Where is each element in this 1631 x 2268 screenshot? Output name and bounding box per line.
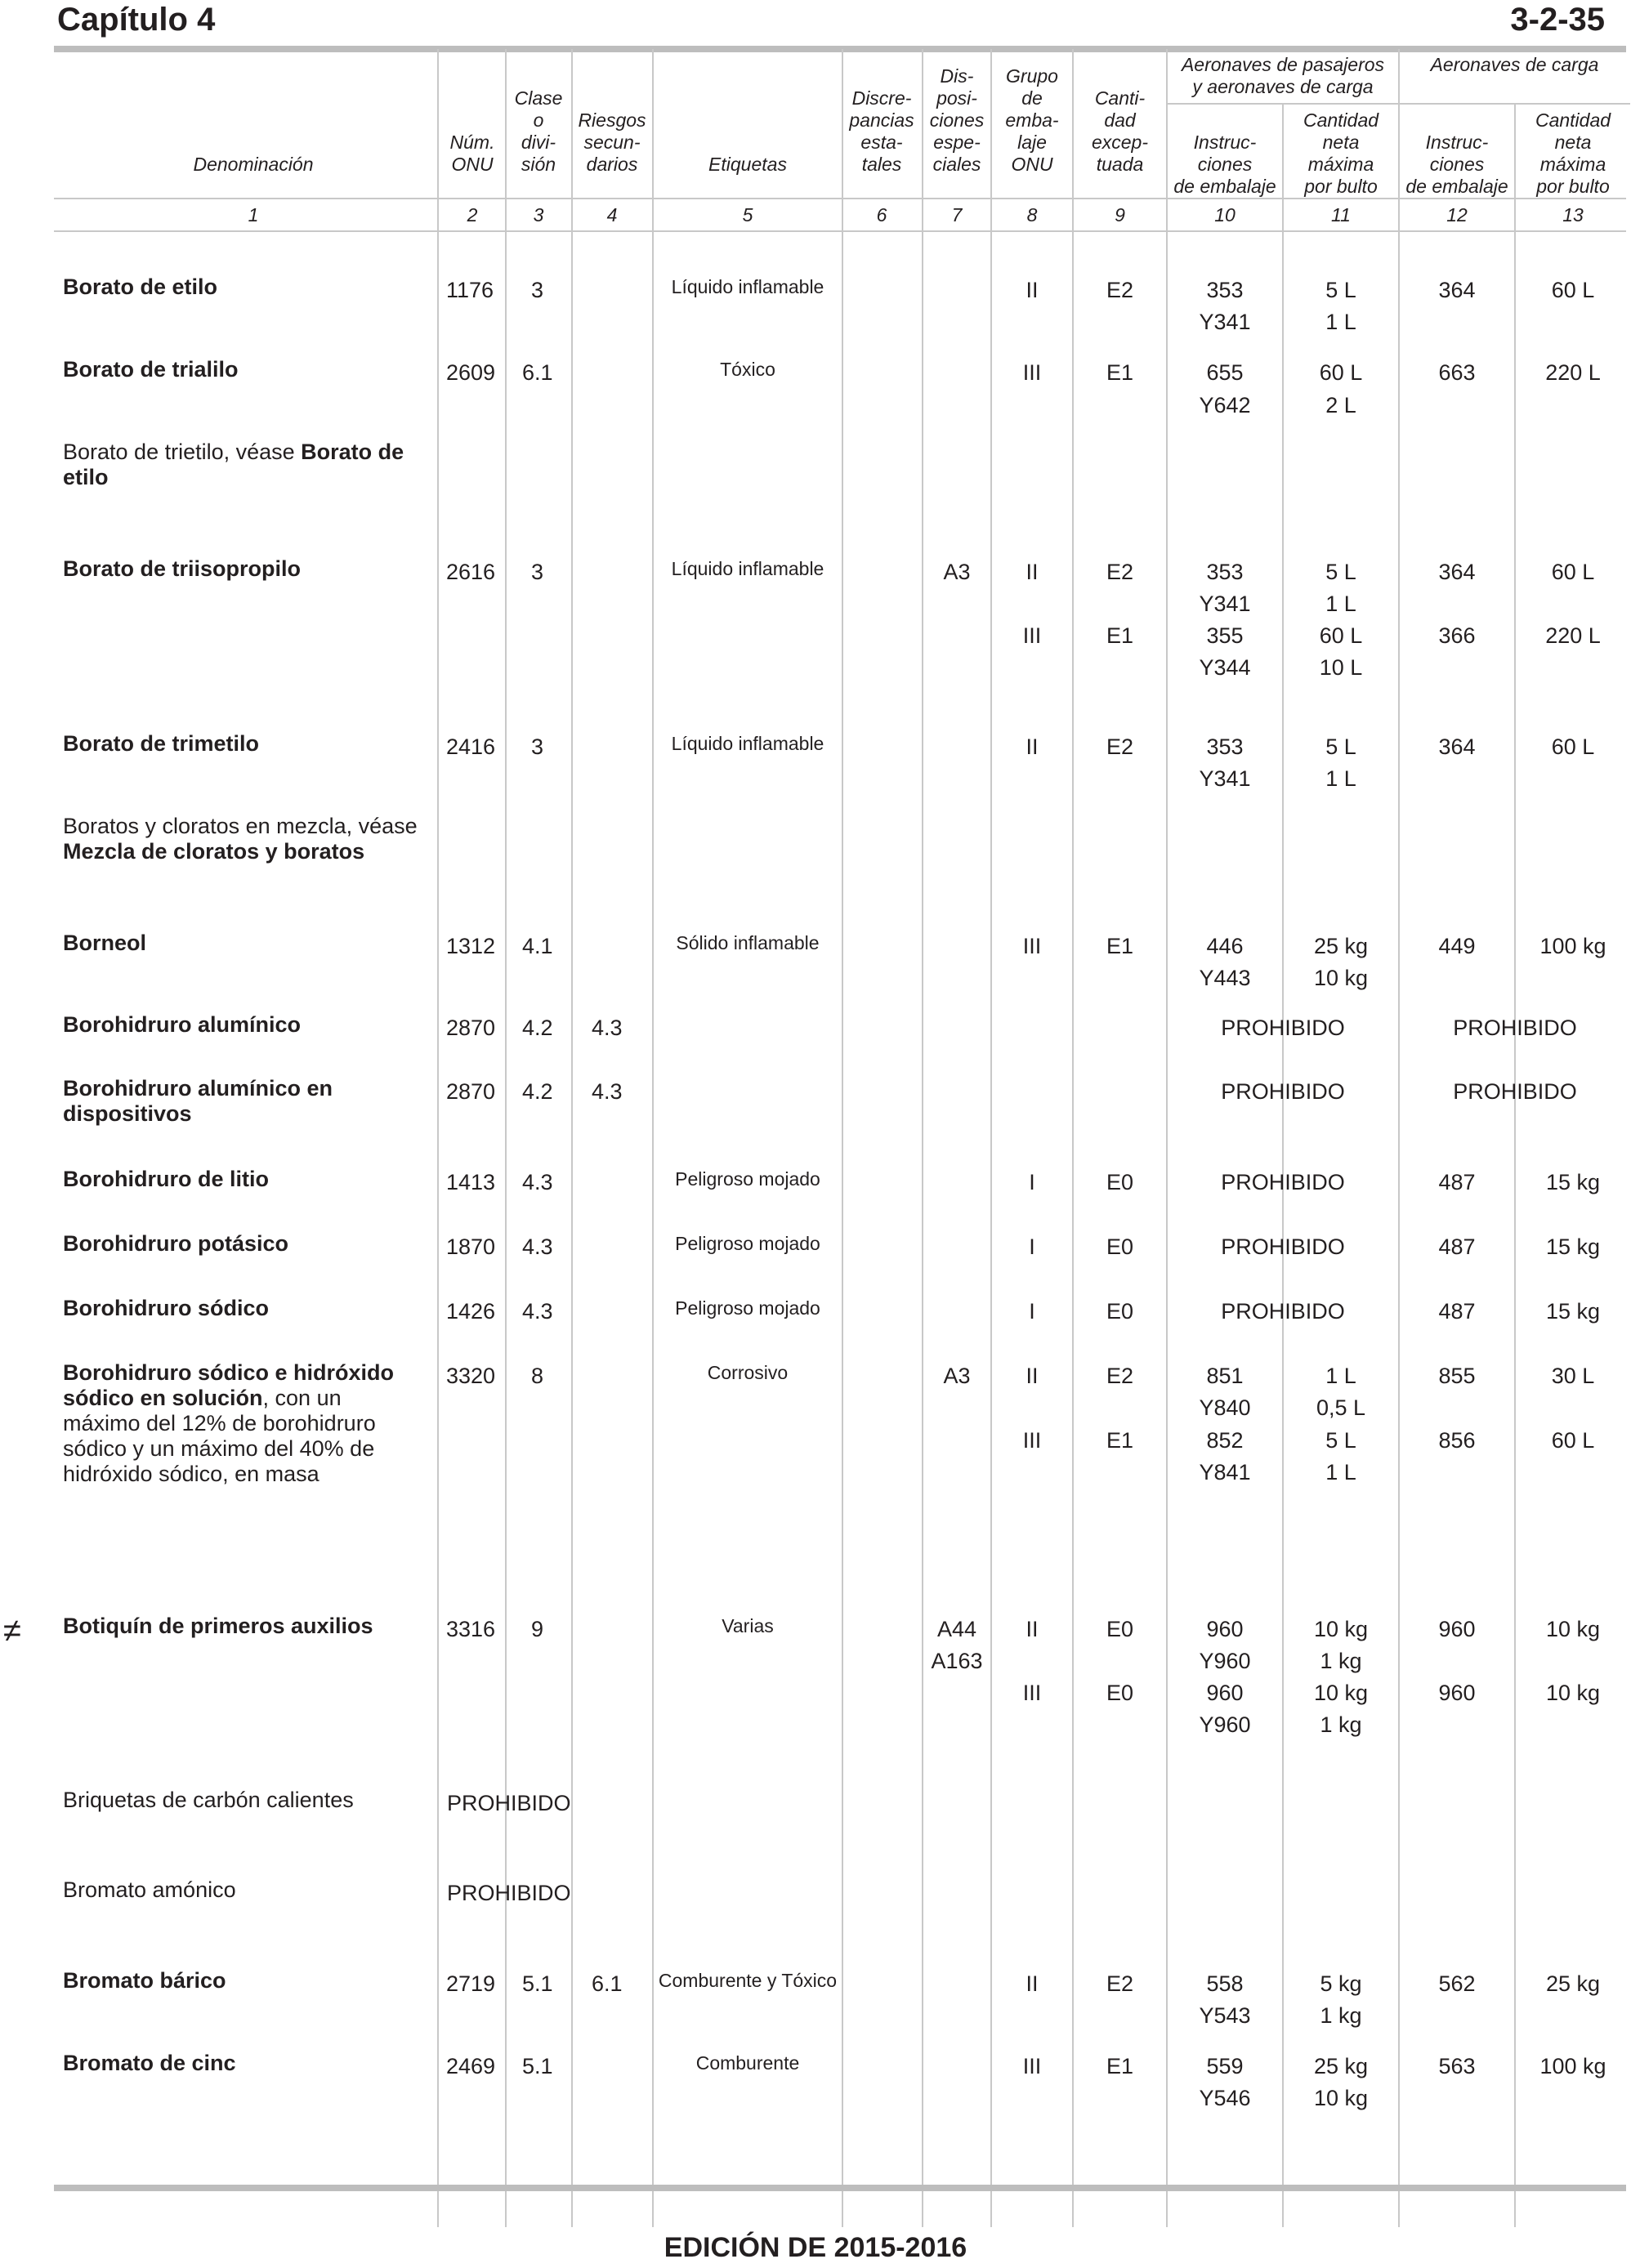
un-number: 2719 bbox=[446, 1971, 496, 1996]
class-division: 5.1 bbox=[522, 1971, 553, 1996]
cargo-max-quantity: 30 L bbox=[1551, 1364, 1595, 1388]
class-division: 4.1 bbox=[522, 934, 553, 958]
excepted-quantity: E1 bbox=[1106, 2054, 1134, 2078]
row-name: Borato de triisopropilo bbox=[63, 556, 302, 581]
cargo-packing-instruction: 855 bbox=[1438, 1364, 1476, 1388]
un-number: 1176 bbox=[446, 278, 494, 302]
special-provision: A3 bbox=[943, 560, 971, 584]
excepted-quantity: E1 bbox=[1106, 934, 1134, 958]
pax-max-quantity: 5 L bbox=[1325, 1428, 1356, 1453]
excepted-quantity: E2 bbox=[1106, 560, 1134, 584]
column-line bbox=[1282, 103, 1284, 2227]
ltd-packing-instruction: Y341 bbox=[1199, 766, 1251, 791]
header-aeronaves-pasajeros: Aeronaves de pasajeros y aeronaves de carga bbox=[1181, 54, 1385, 97]
column-number: 2 bbox=[467, 204, 478, 225]
pax-max-quantity: 25 kg bbox=[1313, 934, 1369, 958]
cargo-packing-instruction: 856 bbox=[1438, 1428, 1476, 1453]
un-number: 1312 bbox=[446, 934, 496, 958]
column-line bbox=[437, 49, 439, 2227]
class-division: 6.1 bbox=[522, 360, 553, 385]
excepted-quantity: E0 bbox=[1106, 1170, 1134, 1194]
pax-packing-instruction: 353 bbox=[1206, 278, 1244, 302]
ltd-packing-instruction: Y341 bbox=[1199, 310, 1251, 334]
prohibited-pax: PROHIBIDO bbox=[1221, 1299, 1345, 1324]
class-division: 4.2 bbox=[522, 1079, 553, 1104]
label-text: Peligroso mojado bbox=[675, 1168, 820, 1190]
cargo-packing-instruction: 366 bbox=[1438, 623, 1476, 648]
cargo-max-quantity: 10 kg bbox=[1545, 1617, 1601, 1641]
excepted-quantity: E0 bbox=[1106, 1299, 1134, 1324]
special-provision: A44 bbox=[936, 1617, 977, 1641]
ltd-packing-instruction: Y443 bbox=[1199, 966, 1251, 990]
column-number-divider bbox=[54, 230, 1626, 232]
cargo-max-quantity: 10 kg bbox=[1545, 1681, 1601, 1705]
un-number: 2616 bbox=[446, 560, 496, 584]
pax-packing-instruction: 851 bbox=[1206, 1364, 1244, 1388]
packing-group: II bbox=[1026, 1364, 1039, 1388]
un-number: 2469 bbox=[446, 2054, 496, 2078]
row-name: Borato de etilo bbox=[63, 275, 218, 299]
un-number: 3320 bbox=[446, 1364, 496, 1388]
prohibited-pax: PROHIBIDO bbox=[1221, 1234, 1345, 1259]
cargo-packing-instruction: 663 bbox=[1438, 360, 1476, 385]
cargo-packing-instruction: 960 bbox=[1438, 1617, 1476, 1641]
ltd-max-quantity: 1 kg bbox=[1320, 2003, 1362, 2028]
chapter-title: Capítulo 4 bbox=[57, 2, 216, 38]
column-number: 8 bbox=[1026, 204, 1038, 225]
packing-group: III bbox=[1022, 360, 1042, 385]
class-division: 4.3 bbox=[522, 1234, 553, 1259]
ltd-max-quantity: 1 kg bbox=[1320, 1712, 1362, 1737]
row-name: Bromato de cinc bbox=[63, 2051, 236, 2075]
packing-group: II bbox=[1026, 1971, 1039, 1996]
label-text: Corrosivo bbox=[707, 1362, 789, 1383]
excepted-quantity: E1 bbox=[1106, 1428, 1134, 1453]
un-number: 1870 bbox=[446, 1234, 496, 1259]
cargo-max-quantity: 60 L bbox=[1551, 278, 1595, 302]
column-number: 13 bbox=[1562, 204, 1584, 225]
cargo-packing-instruction: 449 bbox=[1438, 934, 1476, 958]
pax-packing-instruction: 558 bbox=[1206, 1971, 1244, 1996]
cargo-max-quantity: 220 L bbox=[1545, 623, 1601, 648]
prohibited-entry: PROHIBIDO bbox=[447, 1881, 571, 1905]
ltd-max-quantity: 1 kg bbox=[1320, 1649, 1362, 1673]
cross-reference: Boratos y cloratos en mezcla, véase Mezcla de cloratos y boratos bbox=[63, 814, 418, 864]
header-grupo: Grupo de emba- laje ONU bbox=[1005, 65, 1059, 175]
excepted-quantity: E2 bbox=[1106, 1971, 1134, 1996]
ltd-packing-instruction: Y543 bbox=[1199, 2003, 1251, 2028]
ltd-max-quantity: 10 kg bbox=[1313, 2086, 1369, 2110]
special-provision: A163 bbox=[931, 1649, 983, 1673]
class-division: 3 bbox=[531, 278, 544, 302]
column-number: 9 bbox=[1115, 204, 1125, 225]
row-name: Borohidruro de litio bbox=[63, 1167, 269, 1191]
packing-group: I bbox=[1029, 1299, 1035, 1324]
excepted-quantity: E1 bbox=[1106, 623, 1134, 648]
un-number: 2609 bbox=[446, 360, 496, 385]
ltd-max-quantity: 10 kg bbox=[1313, 966, 1369, 990]
un-number: 2416 bbox=[446, 734, 496, 759]
pax-max-quantity: 25 kg bbox=[1313, 2054, 1369, 2078]
column-line bbox=[922, 49, 923, 2227]
excepted-quantity: E0 bbox=[1106, 1234, 1134, 1259]
packing-group: II bbox=[1026, 734, 1039, 759]
row-name: Borohidruro sódico e hidróxido sódico en solución, con un máximo del 12% de borohidruro sódico y un máximo del 40% de hidróxido sódico, en masa bbox=[63, 1360, 394, 1486]
ltd-packing-instruction: Y642 bbox=[1199, 393, 1251, 417]
row-name: Botiquín de primeros auxilios bbox=[63, 1614, 373, 1638]
pax-packing-instruction: 353 bbox=[1206, 560, 1244, 584]
column-number: 10 bbox=[1214, 204, 1236, 225]
header-num-onu: Núm. ONU bbox=[449, 132, 495, 175]
class-division: 4.3 bbox=[522, 1299, 553, 1324]
row-name: Borato de trialilo bbox=[63, 357, 239, 382]
class-division: 4.2 bbox=[522, 1016, 553, 1040]
un-number: 3316 bbox=[446, 1617, 496, 1641]
pax-max-quantity: 5 L bbox=[1325, 734, 1356, 759]
packing-group: III bbox=[1022, 623, 1042, 648]
un-number: 1426 bbox=[446, 1299, 496, 1324]
excepted-quantity: E0 bbox=[1106, 1681, 1134, 1705]
packing-group: II bbox=[1026, 560, 1039, 584]
header-aeronaves-carga: Aeronaves de carga bbox=[1430, 54, 1599, 75]
subsidiary-risk: 4.3 bbox=[592, 1079, 623, 1104]
label-text: Líquido inflamable bbox=[671, 558, 824, 579]
class-division: 3 bbox=[531, 734, 544, 759]
packing-group: III bbox=[1022, 1681, 1042, 1705]
label-text: Peligroso mojado bbox=[675, 1297, 820, 1319]
pax-max-quantity: 10 kg bbox=[1313, 1681, 1369, 1705]
header-cantidad-carga: Cantidad neta máxima por bulto bbox=[1535, 109, 1611, 197]
packing-group: III bbox=[1022, 1428, 1042, 1453]
column-line bbox=[842, 49, 843, 2227]
change-marker: ≠ bbox=[3, 1613, 21, 1649]
cargo-packing-instruction: 364 bbox=[1438, 734, 1476, 759]
pax-packing-instruction: 852 bbox=[1206, 1428, 1244, 1453]
prohibited-entry: PROHIBIDO bbox=[447, 1791, 571, 1815]
column-number: 11 bbox=[1331, 204, 1351, 225]
header-riesgos: Riesgos secun- darios bbox=[578, 109, 646, 175]
label-text: Comburente bbox=[695, 2052, 800, 2074]
edition-footer: EDICIÓN DE 2015-2016 bbox=[664, 2232, 967, 2263]
column-number: 12 bbox=[1446, 204, 1468, 225]
row-name: Borohidruro alumínico bbox=[63, 1012, 302, 1037]
subsidiary-risk: 6.1 bbox=[592, 1971, 623, 1996]
ltd-max-quantity: 2 L bbox=[1325, 393, 1356, 417]
packing-group: III bbox=[1022, 934, 1042, 958]
cargo-max-quantity: 60 L bbox=[1551, 734, 1595, 759]
prohibited-cargo: PROHIBIDO bbox=[1453, 1016, 1577, 1040]
header-clase: Clase o divi- sión bbox=[514, 87, 563, 175]
ltd-max-quantity: 0,5 L bbox=[1316, 1395, 1366, 1420]
header-cantidad-pasajeros: Cantidad neta máxima por bulto bbox=[1303, 109, 1379, 197]
cargo-packing-instruction: 960 bbox=[1438, 1681, 1476, 1705]
un-number: 2870 bbox=[446, 1016, 496, 1040]
prohibited-cargo: PROHIBIDO bbox=[1453, 1079, 1577, 1104]
label-text: Peligroso mojado bbox=[675, 1233, 820, 1254]
ltd-max-quantity: 10 L bbox=[1319, 655, 1363, 680]
ltd-packing-instruction: Y960 bbox=[1199, 1649, 1251, 1673]
page-number: 3-2-35 bbox=[1510, 2, 1605, 38]
header-divider bbox=[54, 198, 1626, 199]
packing-group: II bbox=[1026, 1617, 1039, 1641]
prohibited-pax: PROHIBIDO bbox=[1221, 1016, 1345, 1040]
cargo-max-quantity: 220 L bbox=[1545, 360, 1601, 385]
bottom-rule bbox=[54, 2185, 1626, 2191]
cargo-max-quantity: 60 L bbox=[1551, 1428, 1595, 1453]
pax-packing-instruction: 446 bbox=[1206, 934, 1244, 958]
cargo-max-quantity: 100 kg bbox=[1539, 934, 1606, 958]
row-name: Bromato bárico bbox=[63, 1968, 226, 1993]
ltd-max-quantity: 1 L bbox=[1325, 766, 1356, 791]
header-denominacion: Denominación bbox=[193, 154, 314, 175]
header-cantidad-exceptuada: Canti- dad excep- tuada bbox=[1091, 87, 1149, 175]
packing-group: I bbox=[1029, 1170, 1035, 1194]
cargo-max-quantity: 15 kg bbox=[1545, 1170, 1601, 1194]
ltd-max-quantity: 1 L bbox=[1325, 1460, 1356, 1484]
header-instrucciones-pasajeros: Instruc- ciones de embalaje bbox=[1173, 132, 1276, 197]
column-number: 1 bbox=[248, 204, 259, 225]
ltd-packing-instruction: Y341 bbox=[1199, 592, 1251, 616]
prohibited-pax: PROHIBIDO bbox=[1221, 1170, 1345, 1194]
class-division: 3 bbox=[531, 560, 544, 584]
pax-max-quantity: 1 L bbox=[1325, 1364, 1356, 1388]
ltd-packing-instruction: Y841 bbox=[1199, 1460, 1251, 1484]
ltd-packing-instruction: Y344 bbox=[1199, 655, 1251, 680]
cargo-max-quantity: 15 kg bbox=[1545, 1299, 1601, 1324]
cargo-packing-instruction: 563 bbox=[1438, 2054, 1476, 2078]
pax-max-quantity: 60 L bbox=[1319, 360, 1363, 385]
un-number: 2870 bbox=[446, 1079, 496, 1104]
header-disposiciones: Dis- posi- ciones espe- ciales bbox=[929, 65, 985, 175]
un-number: 1413 bbox=[446, 1170, 496, 1194]
column-line bbox=[1514, 103, 1516, 2227]
label-text: Líquido inflamable bbox=[671, 733, 824, 754]
pax-packing-instruction: 960 bbox=[1206, 1617, 1244, 1641]
pax-max-quantity: 5 kg bbox=[1320, 1971, 1362, 1996]
ltd-max-quantity: 1 L bbox=[1325, 592, 1356, 616]
cargo-packing-instruction: 487 bbox=[1438, 1299, 1476, 1324]
pax-packing-instruction: 960 bbox=[1206, 1681, 1244, 1705]
subsidiary-risk: 4.3 bbox=[592, 1016, 623, 1040]
cargo-packing-instruction: 364 bbox=[1438, 560, 1476, 584]
column-number: 6 bbox=[876, 204, 887, 225]
column-number: 7 bbox=[951, 204, 963, 225]
label-text: Tóxico bbox=[720, 359, 775, 380]
cargo-packing-instruction: 487 bbox=[1438, 1170, 1476, 1194]
excepted-quantity: E2 bbox=[1106, 278, 1134, 302]
class-division: 4.3 bbox=[522, 1170, 553, 1194]
pax-max-quantity: 5 L bbox=[1325, 560, 1356, 584]
excepted-quantity: E0 bbox=[1106, 1617, 1134, 1641]
row-name: Borohidruro potásico bbox=[63, 1231, 288, 1256]
class-division: 5.1 bbox=[522, 2054, 553, 2078]
cargo-max-quantity: 25 kg bbox=[1545, 1971, 1601, 1996]
cargo-max-quantity: 100 kg bbox=[1539, 2054, 1606, 2078]
ltd-packing-instruction: Y840 bbox=[1199, 1395, 1251, 1420]
row-name: Borato de trimetilo bbox=[63, 731, 260, 756]
column-number: 3 bbox=[533, 204, 544, 225]
column-number: 5 bbox=[742, 204, 753, 225]
packing-group: I bbox=[1029, 1234, 1035, 1259]
top-rule bbox=[54, 46, 1626, 52]
pax-max-quantity: 60 L bbox=[1319, 623, 1363, 648]
special-provision: A3 bbox=[943, 1364, 971, 1388]
ltd-max-quantity: 1 L bbox=[1325, 310, 1356, 334]
packing-group: III bbox=[1022, 2054, 1042, 2078]
ltd-packing-instruction: Y546 bbox=[1199, 2086, 1251, 2110]
label-text: Varias bbox=[722, 1615, 774, 1636]
pax-packing-instruction: 355 bbox=[1206, 623, 1244, 648]
cargo-max-quantity: 15 kg bbox=[1545, 1234, 1601, 1259]
header-etiquetas: Etiquetas bbox=[708, 154, 787, 175]
column-line bbox=[571, 49, 573, 2227]
pax-max-quantity: 10 kg bbox=[1313, 1617, 1369, 1641]
ltd-packing-instruction: Y960 bbox=[1199, 1712, 1251, 1737]
row-name: Briquetas de carbón calientes bbox=[63, 1788, 354, 1812]
pax-packing-instruction: 559 bbox=[1206, 2054, 1244, 2078]
prohibited-pax: PROHIBIDO bbox=[1221, 1079, 1345, 1104]
row-name: Borohidruro alumínico en dispositivos bbox=[63, 1076, 333, 1126]
excepted-quantity: E2 bbox=[1106, 734, 1134, 759]
row-name: Borohidruro sódico bbox=[63, 1296, 269, 1320]
cargo-max-quantity: 60 L bbox=[1551, 560, 1595, 584]
header-discrepancias: Discre- pancias esta- tales bbox=[849, 87, 914, 175]
excepted-quantity: E2 bbox=[1106, 1364, 1134, 1388]
label-text: Sólido inflamable bbox=[676, 932, 820, 953]
cargo-packing-instruction: 364 bbox=[1438, 278, 1476, 302]
row-name: Bromato amónico bbox=[63, 1877, 236, 1902]
cross-reference: Borato de trietilo, véase Borato de etilo bbox=[63, 440, 404, 489]
packing-group: II bbox=[1026, 278, 1039, 302]
header-instrucciones-carga: Instruc- ciones de embalaje bbox=[1405, 132, 1508, 197]
class-division: 8 bbox=[531, 1364, 544, 1388]
pax-packing-instruction: 353 bbox=[1206, 734, 1244, 759]
cargo-packing-instruction: 562 bbox=[1438, 1971, 1476, 1996]
column-number: 4 bbox=[606, 204, 618, 225]
cargo-packing-instruction: 487 bbox=[1438, 1234, 1476, 1259]
class-division: 9 bbox=[531, 1617, 544, 1641]
excepted-quantity: E1 bbox=[1106, 360, 1134, 385]
pax-packing-instruction: 655 bbox=[1206, 360, 1244, 385]
pax-max-quantity: 5 L bbox=[1325, 278, 1356, 302]
label-text: Comburente y Tóxico bbox=[658, 1970, 838, 1991]
row-name: Borneol bbox=[63, 931, 147, 955]
label-text: Líquido inflamable bbox=[671, 276, 824, 297]
